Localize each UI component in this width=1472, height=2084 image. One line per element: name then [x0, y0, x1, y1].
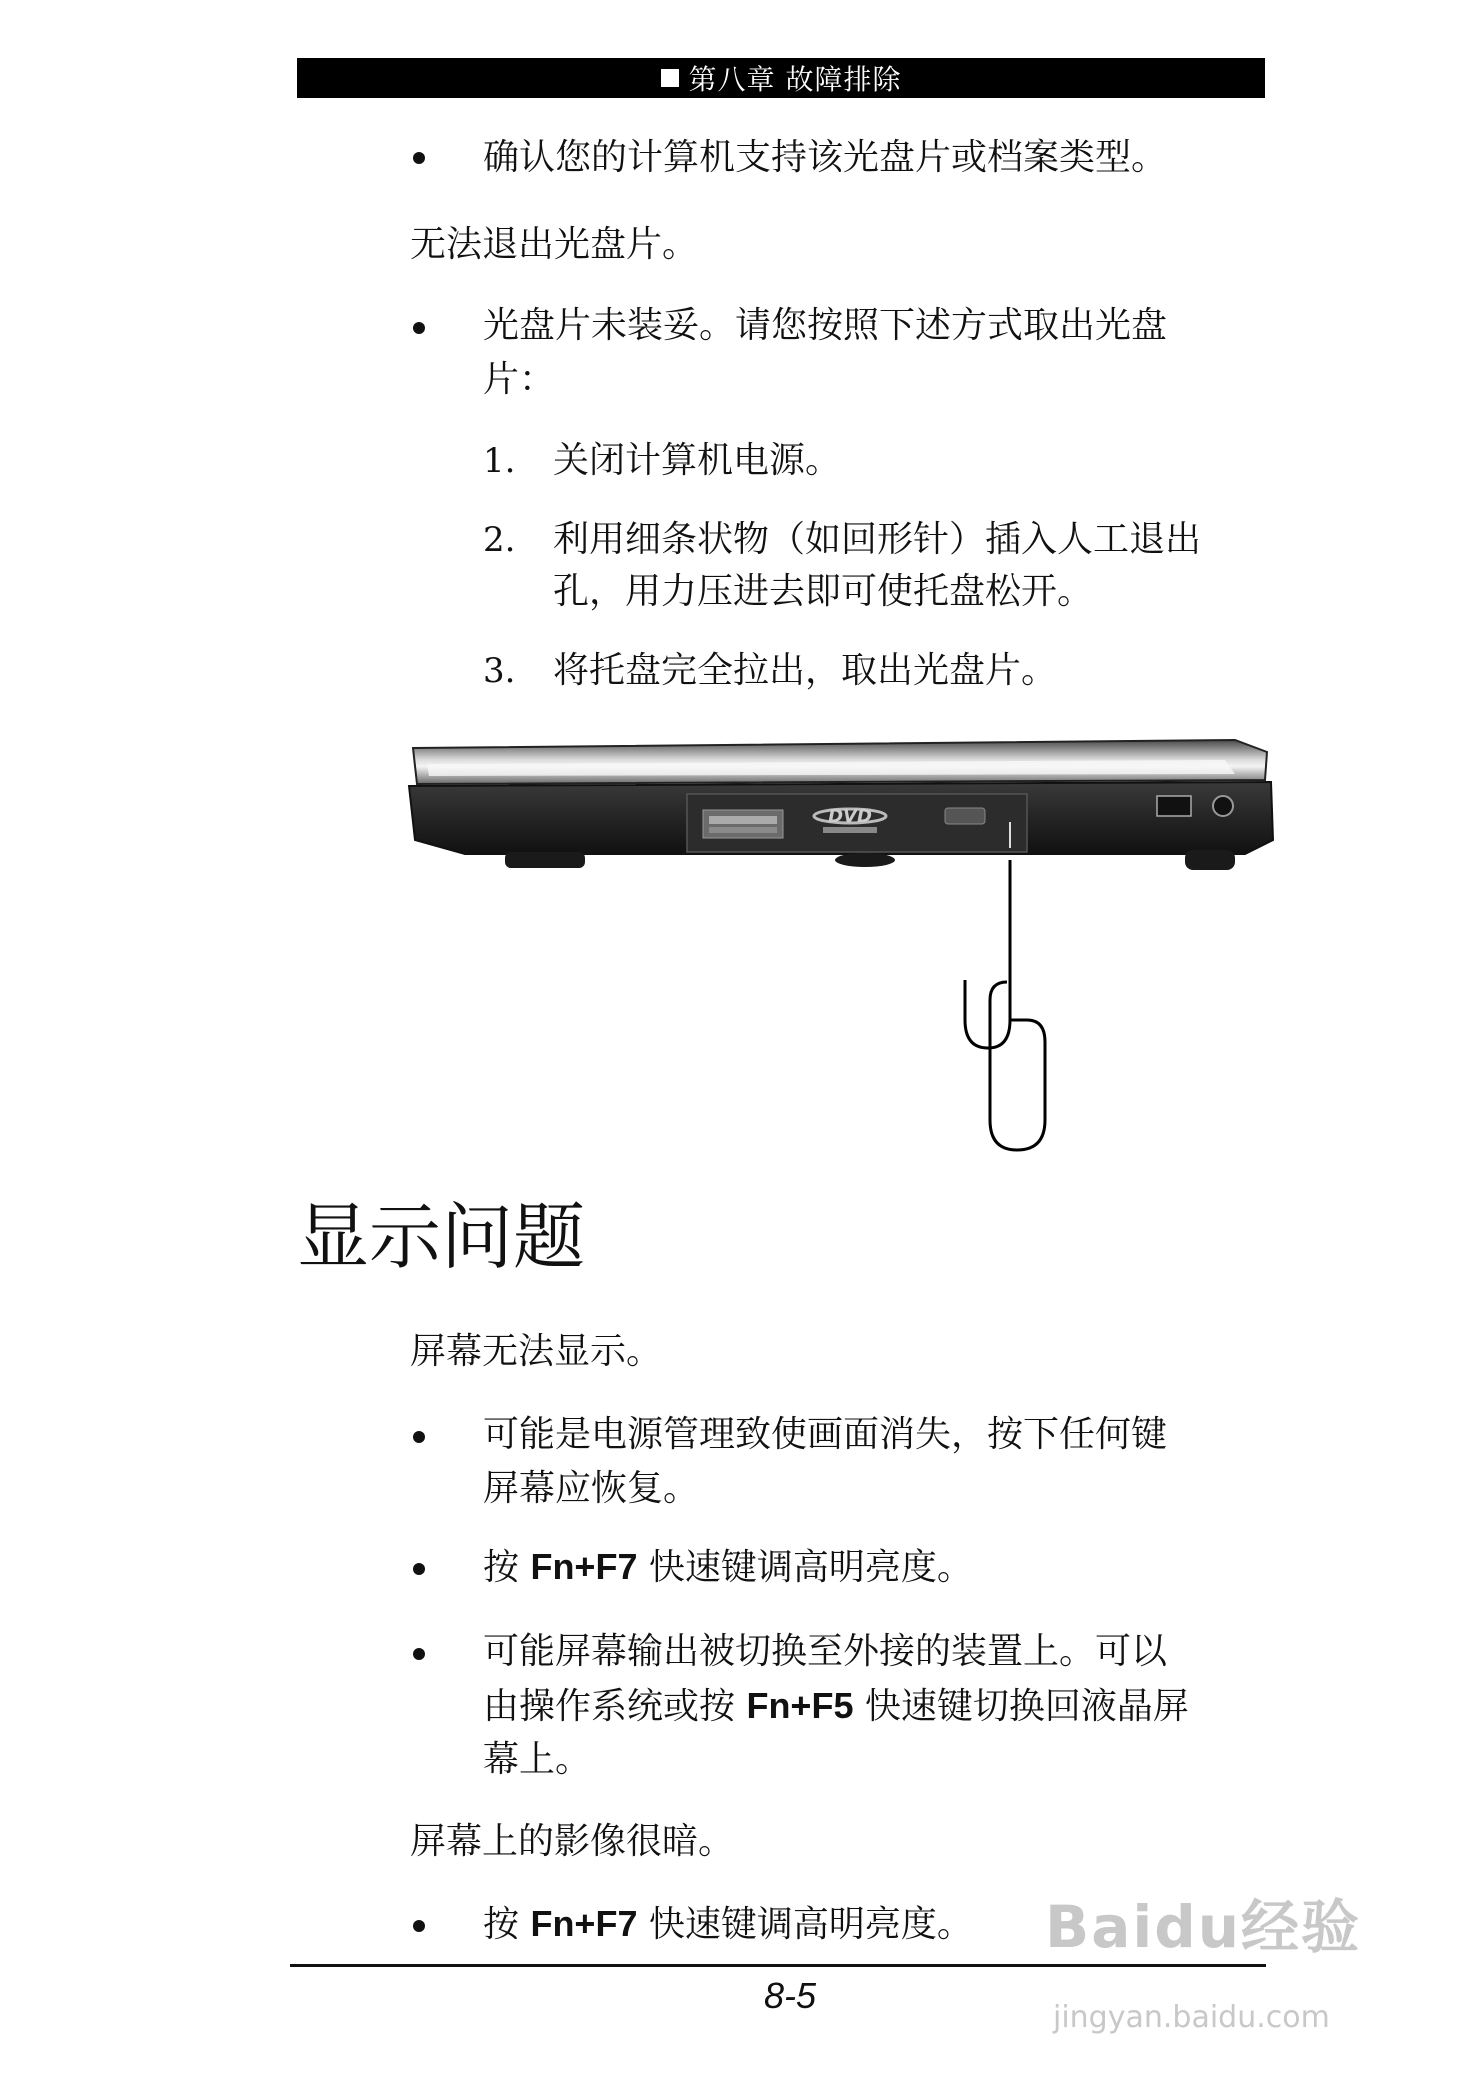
text-suffix: 快速键切换回液晶屏: [853, 1686, 1189, 1727]
step-text: 利用细条状物（如回形针）插入人工退出: [553, 519, 1202, 560]
chapter-header: [297, 58, 1265, 98]
text-prefix: 按: [483, 1904, 531, 1945]
cd-logo-icon: [703, 810, 783, 838]
bullet-dot: [413, 1920, 425, 1932]
watermark-url: jingyan.baidu.com: [1053, 2000, 1330, 2035]
bullet-dot: [413, 152, 425, 164]
bullet-text: 可能屏幕输出被切换至外接的装置上。可以: [483, 1631, 1168, 1672]
step-text: 孔，用力压进去即可使托盘松开。: [553, 571, 1094, 612]
bullet-text: [483, 1896, 973, 1953]
text-suffix: 快速键调高明亮度。: [637, 1547, 973, 1588]
dvd-label: DVD: [828, 806, 872, 827]
bullet-text: 片：: [483, 359, 556, 400]
bullet-dot: [413, 1563, 425, 1575]
paperclip-icon: [965, 860, 1045, 1150]
text-prefix: 由操作系统或按: [483, 1686, 747, 1727]
dvd-logo-icon: [814, 806, 886, 833]
bullet-dot: [413, 1431, 425, 1443]
hotkey-label: Fn+F5: [746, 1685, 854, 1726]
baidu-watermark: [1045, 1880, 1405, 2070]
hotkey-label: Fn+F7: [530, 1546, 638, 1587]
subheading-eject: 无法退出光盘片。: [410, 224, 699, 265]
text-suffix: 快速键调高明亮度。: [637, 1904, 973, 1945]
subheading-no-display: 屏幕无法显示。: [410, 1331, 663, 1372]
bullet-dot: [413, 1648, 425, 1660]
watermark-brand: Baidu经验: [1045, 1893, 1362, 1961]
step-number: 1.: [483, 441, 516, 481]
step-number: 3.: [483, 651, 516, 691]
bullet-text: 可能是电源管理致使画面消失，按下任何键: [483, 1414, 1168, 1455]
bullet-text: 光盘片未装妥。请您按照下述方式取出光盘: [483, 305, 1168, 346]
step-text: 将托盘完全拉出，取出光盘片。: [553, 650, 1058, 691]
bullet-text: 屏幕应恢复。: [483, 1468, 700, 1509]
chapter-title: 第八章 故障排除: [688, 63, 902, 96]
text-prefix: 按: [483, 1547, 531, 1588]
hotkey-label: Fn+F7: [530, 1903, 638, 1944]
bullet-text: 确认您的计算机支持该光盘片或档案类型。: [483, 137, 1168, 178]
eject-button-icon: [945, 808, 985, 824]
step-text: 关闭计算机电源。: [553, 440, 842, 481]
bullet-text: [483, 1678, 1189, 1735]
laptop-eject-illustration: [405, 730, 1285, 1160]
bullet-text: 幕上。: [483, 1739, 592, 1780]
bullet-dot: [413, 322, 425, 334]
square-icon: [661, 69, 679, 87]
page-number: 8-5: [763, 1975, 817, 2016]
usb-port-icon: [1157, 796, 1191, 816]
section-title: 显示问题: [297, 1195, 586, 1279]
step-number: 2.: [483, 520, 516, 560]
subheading-dark: 屏幕上的影像很暗。: [410, 1821, 735, 1862]
bullet-text: [483, 1539, 973, 1596]
power-jack-icon: [1213, 796, 1233, 816]
